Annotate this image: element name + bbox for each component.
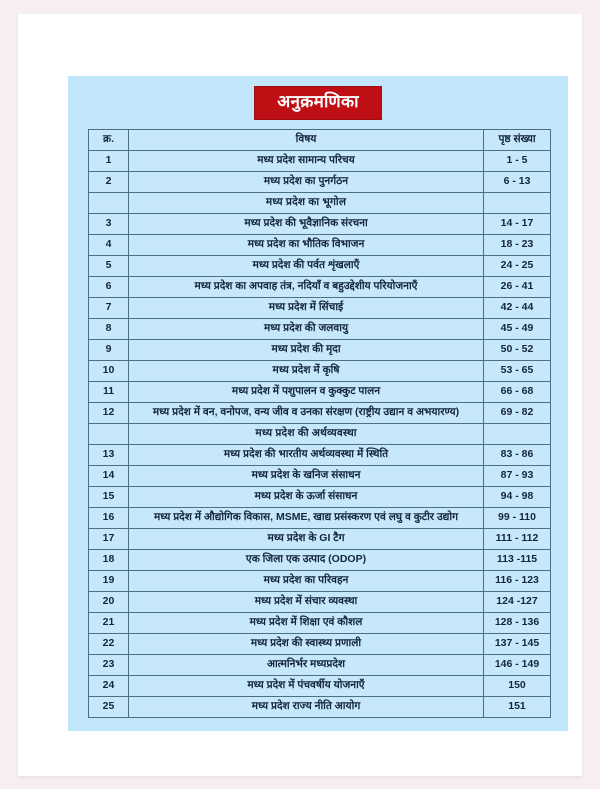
- cell-serial: 14: [89, 466, 129, 487]
- cell-serial: 11: [89, 382, 129, 403]
- table-row: [89, 235, 551, 256]
- table-row: [89, 256, 551, 277]
- cell-subject: मध्य प्रदेश में सिंचाई: [129, 298, 484, 319]
- cell-subject: मध्य प्रदेश की जलवायु: [129, 319, 484, 340]
- section-serial-blank: [89, 424, 129, 445]
- table-row: [89, 655, 551, 676]
- cell-page-range: 50 - 52: [484, 340, 551, 361]
- content-panel: [68, 76, 568, 731]
- cell-page-range: 66 - 68: [484, 382, 551, 403]
- table-row: [89, 697, 551, 718]
- cell-page-range: 14 - 17: [484, 214, 551, 235]
- table-row: [89, 529, 551, 550]
- cell-serial: 19: [89, 571, 129, 592]
- cell-serial: 25: [89, 697, 129, 718]
- cell-serial: 23: [89, 655, 129, 676]
- cell-page-range: 116 - 123: [484, 571, 551, 592]
- cell-page-range: 24 - 25: [484, 256, 551, 277]
- section-heading-row: [89, 424, 551, 445]
- section-heading-row: [89, 193, 551, 214]
- section-page-blank: [484, 193, 551, 214]
- cell-subject: मध्य प्रदेश का भौतिक विभाजन: [129, 235, 484, 256]
- table-row: [89, 172, 551, 193]
- table-header: [89, 130, 551, 151]
- cell-subject: मध्य प्रदेश की भारतीय अर्थव्यवस्था में स्थिति: [129, 445, 484, 466]
- page-sheet: [18, 14, 582, 776]
- title-container: [68, 86, 568, 120]
- cell-serial: 16: [89, 508, 129, 529]
- cell-page-range: 124 -127: [484, 592, 551, 613]
- cell-page-range: 1 - 5: [484, 151, 551, 172]
- cell-subject: मध्य प्रदेश में औद्योगिक विकास, MSME, खाद्य प्रसंस्करण एवं लघु व कुटीर उद्योग: [129, 508, 484, 529]
- table-row: [89, 592, 551, 613]
- table-row: [89, 382, 551, 403]
- cell-subject: आत्मनिर्भर मध्यप्रदेश: [129, 655, 484, 676]
- cell-page-range: 113 -115: [484, 550, 551, 571]
- table-row: [89, 298, 551, 319]
- cell-serial: 20: [89, 592, 129, 613]
- table-row: [89, 277, 551, 298]
- table-row: [89, 676, 551, 697]
- table-row: [89, 214, 551, 235]
- cell-page-range: 45 - 49: [484, 319, 551, 340]
- cell-serial: 2: [89, 172, 129, 193]
- cell-subject: मध्य प्रदेश के खनिज संसाधन: [129, 466, 484, 487]
- cell-page-range: 94 - 98: [484, 487, 551, 508]
- cell-page-range: 151: [484, 697, 551, 718]
- cell-serial: 21: [89, 613, 129, 634]
- cell-subject: मध्य प्रदेश में पशुपालन व कुक्कुट पालन: [129, 382, 484, 403]
- cell-page-range: 53 - 65: [484, 361, 551, 382]
- table-row: [89, 361, 551, 382]
- cell-subject: मध्य प्रदेश की मृदा: [129, 340, 484, 361]
- cell-page-range: 128 - 136: [484, 613, 551, 634]
- cell-page-range: 150: [484, 676, 551, 697]
- table-row: [89, 613, 551, 634]
- cell-serial: 13: [89, 445, 129, 466]
- cell-subject: मध्य प्रदेश का अपवाह तंत्र, नदियाँ व बहुउद्देशीय परियोजनाऍं: [129, 277, 484, 298]
- table-row: [89, 487, 551, 508]
- cell-serial: 3: [89, 214, 129, 235]
- cell-subject: मध्य प्रदेश का परिवहन: [129, 571, 484, 592]
- cell-page-range: 69 - 82: [484, 403, 551, 424]
- table-row: [89, 319, 551, 340]
- column-header-page: पृष्ठ संख्या: [484, 130, 551, 151]
- cell-serial: 5: [89, 256, 129, 277]
- cell-subject: मध्य प्रदेश के GI टैग: [129, 529, 484, 550]
- table-row: [89, 466, 551, 487]
- cell-subject: मध्य प्रदेश की पर्वत शृंखलाऍं: [129, 256, 484, 277]
- cell-page-range: 83 - 86: [484, 445, 551, 466]
- cell-page-range: 99 - 110: [484, 508, 551, 529]
- cell-serial: 15: [89, 487, 129, 508]
- cell-subject: मध्य प्रदेश के ऊर्जा संसाधन: [129, 487, 484, 508]
- cell-subject: मध्य प्रदेश में संचार व्यवस्था: [129, 592, 484, 613]
- cell-subject: मध्य प्रदेश की भूवैज्ञानिक संरचना: [129, 214, 484, 235]
- table-of-contents: [88, 129, 551, 718]
- cell-serial: 6: [89, 277, 129, 298]
- table-body: [89, 151, 551, 718]
- section-page-blank: [484, 424, 551, 445]
- table-row: [89, 403, 551, 424]
- cell-serial: 9: [89, 340, 129, 361]
- section-serial-blank: [89, 193, 129, 214]
- cell-page-range: 146 - 149: [484, 655, 551, 676]
- cell-subject: मध्य प्रदेश सामान्य परिचय: [129, 151, 484, 172]
- cell-page-range: 6 - 13: [484, 172, 551, 193]
- cell-serial: 17: [89, 529, 129, 550]
- cell-subject: मध्य प्रदेश में शिक्षा एवं कौशल: [129, 613, 484, 634]
- cell-page-range: 111 - 112: [484, 529, 551, 550]
- cell-subject: मध्य प्रदेश का पुनर्गठन: [129, 172, 484, 193]
- page-title: अनुक्रमणिका: [254, 86, 382, 120]
- cell-serial: 12: [89, 403, 129, 424]
- cell-page-range: 42 - 44: [484, 298, 551, 319]
- table-row: [89, 151, 551, 172]
- cell-page-range: 137 - 145: [484, 634, 551, 655]
- section-title: मध्य प्रदेश की अर्थव्यवस्था: [129, 424, 484, 445]
- table-header-row: [89, 130, 551, 151]
- section-title: मध्य प्रदेश का भूगोल: [129, 193, 484, 214]
- cell-page-range: 18 - 23: [484, 235, 551, 256]
- cell-serial: 10: [89, 361, 129, 382]
- cell-subject: मध्य प्रदेश की स्वास्थ्य प्रणाली: [129, 634, 484, 655]
- table-row: [89, 571, 551, 592]
- cell-serial: 7: [89, 298, 129, 319]
- table-row: [89, 445, 551, 466]
- cell-page-range: 26 - 41: [484, 277, 551, 298]
- column-header-subject: विषय: [129, 130, 484, 151]
- cell-serial: 24: [89, 676, 129, 697]
- cell-subject: मध्य प्रदेश में वन, वनोपज, वन्य जीव व उनका संरक्षण (राष्ट्रीय उद्यान व अभयारण्य): [129, 403, 484, 424]
- table-row: [89, 340, 551, 361]
- cell-subject: मध्य प्रदेश राज्य नीति आयोग: [129, 697, 484, 718]
- cell-subject: एक जिला एक उत्पाद (ODOP): [129, 550, 484, 571]
- cell-serial: 4: [89, 235, 129, 256]
- cell-serial: 1: [89, 151, 129, 172]
- cell-subject: मध्य प्रदेश में पंचवर्षीय योजनाऍं: [129, 676, 484, 697]
- table-row: [89, 550, 551, 571]
- cell-serial: 18: [89, 550, 129, 571]
- cell-serial: 8: [89, 319, 129, 340]
- column-header-serial: क्र.: [89, 130, 129, 151]
- table-row: [89, 634, 551, 655]
- table-row: [89, 508, 551, 529]
- cell-subject: मध्य प्रदेश में कृषि: [129, 361, 484, 382]
- cell-page-range: 87 - 93: [484, 466, 551, 487]
- cell-serial: 22: [89, 634, 129, 655]
